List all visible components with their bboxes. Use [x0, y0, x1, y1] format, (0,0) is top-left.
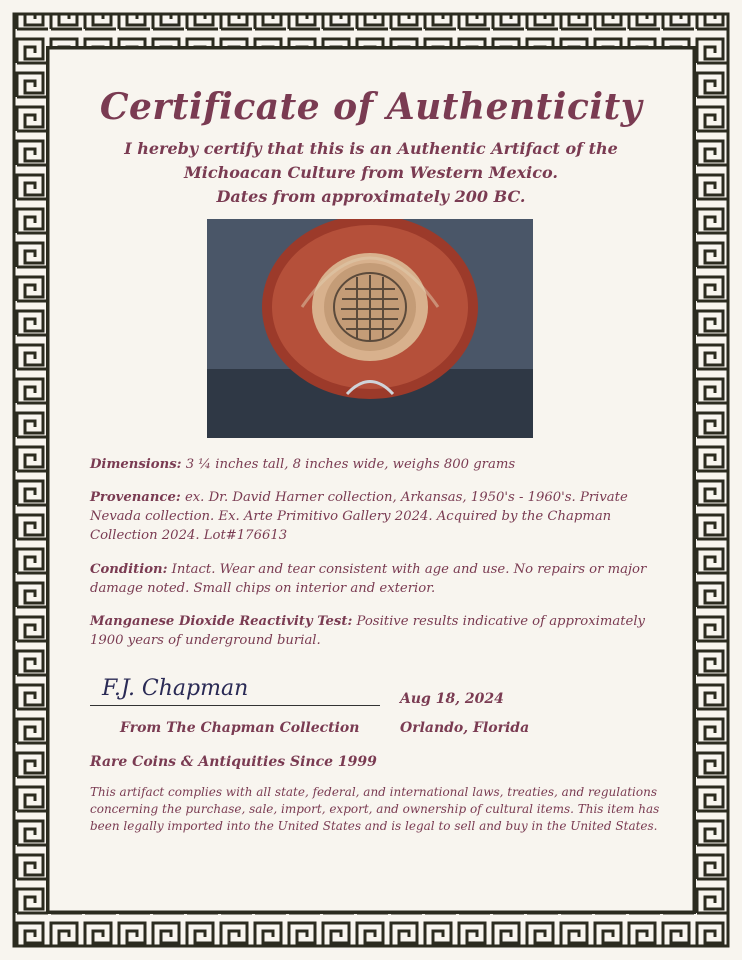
manganese-label: Manganese Dioxide Reactivity Test: [90, 614, 353, 629]
signature: F.J. Chapman [102, 676, 249, 701]
from-collection: From The Chapman Collection [120, 720, 360, 736]
dimensions-label: Dimensions: [90, 457, 182, 472]
legal-disclaimer: This artifact complies with all state, federal, and international laws, treaties, and regulations concerning the purchase, sale, import, export, and ownership of cultural items. This item has been legally imported into the United States and is legal to sell and buy in the United States. [90, 785, 660, 833]
company-tagline: Rare Coins & Antiquities Since 1999 [90, 754, 377, 770]
provenance-text: ex. Dr. David Harner collection, Arkansas, 1950's - 1960's. Private Nevada collection. Ex. Arte Primitivo Gallery 2024. Acquired by the Chapman Collection 2024. Lot#176613 [90, 490, 628, 543]
signature-location: Orlando, Florida [400, 720, 530, 736]
condition-text: Intact. Wear and tear consistent with age and use. No repairs or major damage noted. Small chips on interior and exterior. [90, 562, 647, 596]
provenance-paragraph [90, 488, 680, 545]
signature-date: Aug 18, 2024 [400, 691, 504, 707]
artifact-photo [207, 219, 533, 438]
manganese-text: Positive results indicative of approximately 1900 years of underground burial. [90, 614, 645, 648]
provenance-label: Provenance: [90, 490, 181, 505]
manganese-paragraph [90, 612, 680, 650]
signature-line [90, 705, 380, 706]
certification-line-3: Dates from approximately 200 BC. [216, 187, 526, 206]
condition-label: Condition: [90, 562, 168, 577]
certification-line-2: Michoacan Culture from Western Mexico. [184, 163, 558, 182]
certification-line-1: I hereby certify that this is an Authentic Artifact of the [124, 139, 618, 158]
certificate-title: Certificate of Authenticity [99, 86, 643, 128]
dimensions-paragraph [90, 455, 680, 474]
condition-paragraph [90, 560, 680, 598]
dimensions-text: 3 ¼ inches tall, 8 inches wide, weighs 800 grams [185, 457, 516, 472]
